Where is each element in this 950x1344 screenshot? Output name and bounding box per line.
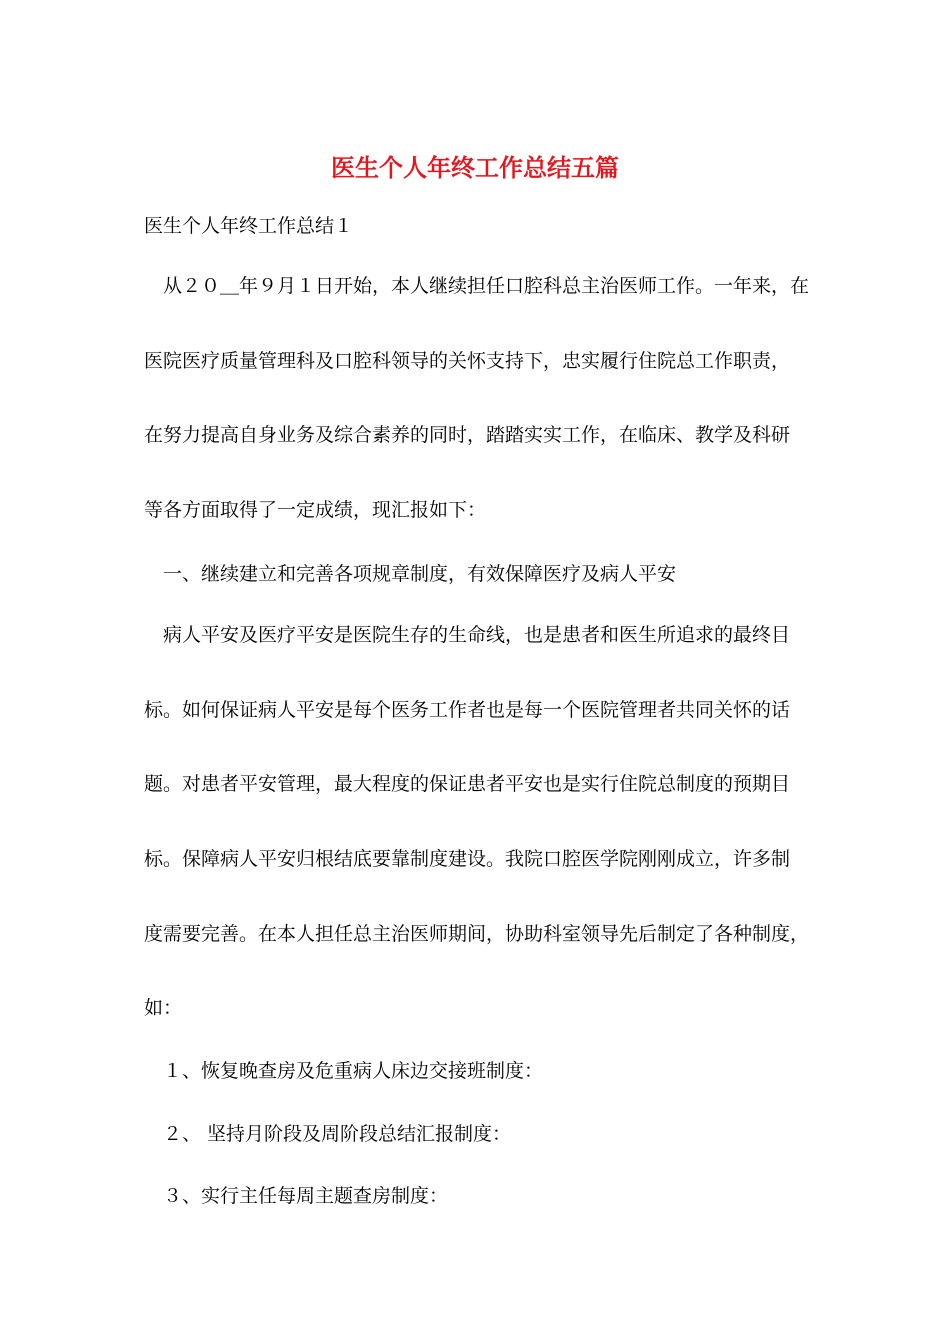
- paragraph-line: 病人平安及医疗平安是医院生存的生命线，也是患者和医生所追求的最终目: [163, 624, 791, 646]
- subheading: 一、继续建立和完善各项规章制度，有效保障医疗及病人平安: [163, 563, 677, 585]
- list-item: ３、实行主任每周主题查房制度：: [163, 1185, 449, 1207]
- paragraph-line: 在努力提高自身业务及综合素养的同时，踏踏实实工作，在临床、教学及科研: [144, 424, 791, 446]
- paragraph-line: 标。如何保证病人平安是每个医务工作者也是每一个医院管理者共同关怀的话: [144, 699, 791, 721]
- paragraph-line: 度需要完善。在本人担任总主治医师期间，协助科室领导先后制定了各种制度，: [144, 923, 810, 945]
- list-item: ２、 坚持月阶段及周阶段总结汇报制度：: [163, 1123, 512, 1145]
- paragraph-line: 如：: [144, 997, 183, 1019]
- paragraph-line: 医院医疗质量管理科及口腔科领导的关怀支持下，忠实履行住院总工作职责，: [144, 350, 791, 372]
- list-item: １、恢复晚查房及危重病人床边交接班制度：: [163, 1060, 544, 1082]
- paragraph-line: 等各方面取得了一定成绩，现汇报如下：: [144, 499, 487, 521]
- document-title: 医生个人年终工作总结五篇: [331, 154, 619, 182]
- paragraph-line: 题。对患者平安管理，最大程度的保证患者平安也是实行住院总制度的预期目: [144, 773, 791, 795]
- section-heading: 医生个人年终工作总结１: [144, 215, 354, 237]
- paragraph-line: 从２０＿年９月１日开始，本人继续担任口腔科总主治医师工作。一年来，在: [163, 275, 810, 297]
- paragraph-line: 标。保障病人平安归根结底要靠制度建设。我院口腔医学院刚刚成立，许多制: [144, 848, 791, 870]
